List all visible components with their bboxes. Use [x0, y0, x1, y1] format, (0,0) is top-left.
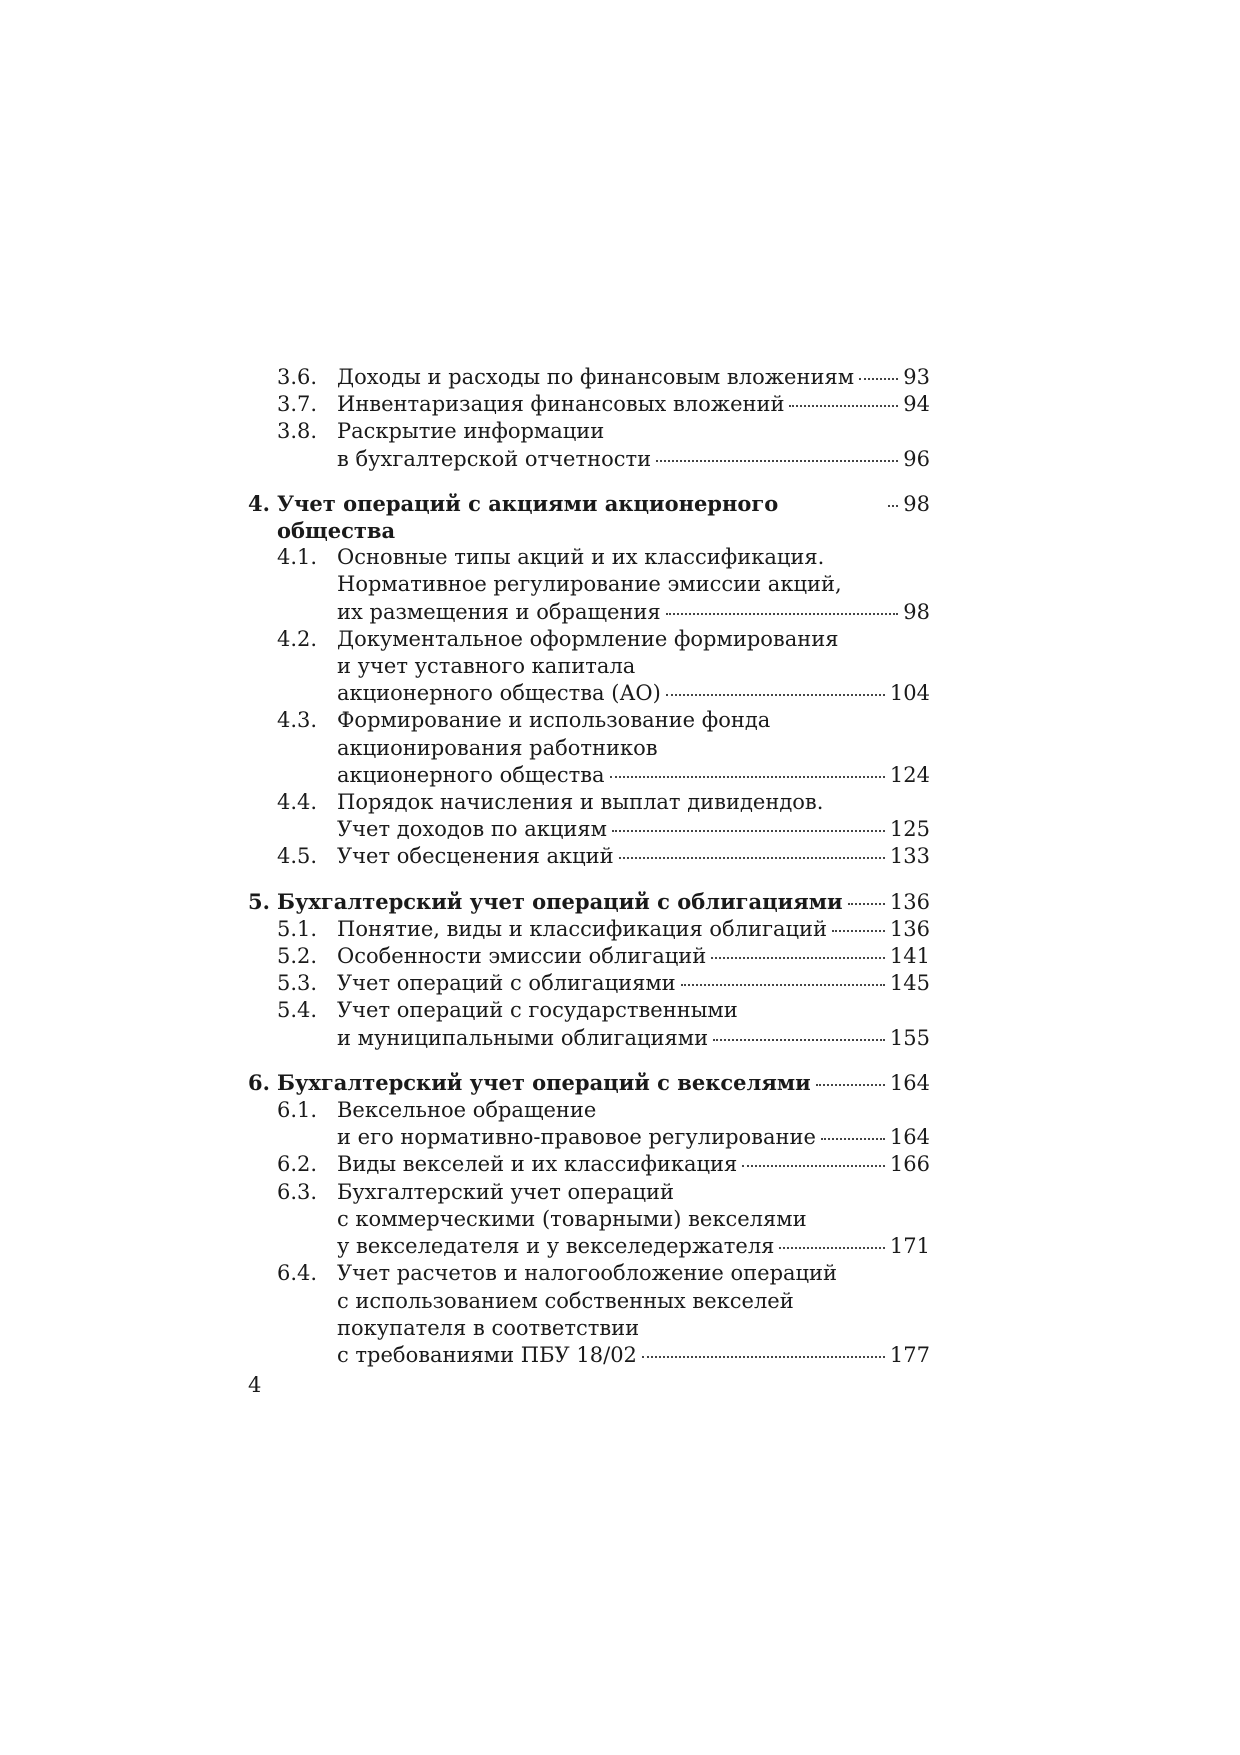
- toc-chapter: [248, 888, 930, 1052]
- section-title-line: акционирования работников: [337, 735, 658, 760]
- section-number: 3.6.: [277, 365, 318, 389]
- dot-leader: [656, 460, 898, 462]
- toc-chapter: [248, 490, 930, 871]
- toc-chapter: [248, 364, 930, 473]
- section-entry-line: [337, 1233, 930, 1260]
- section-number: 5.4.: [277, 998, 318, 1023]
- toc-section[interactable]: [248, 1260, 930, 1369]
- section-number: 3.7.: [277, 392, 318, 417]
- dot-leader: [779, 1247, 884, 1249]
- section-title-line: покупателя в соответствии: [337, 1315, 640, 1340]
- section-number: 5.1.: [277, 916, 318, 941]
- section-entry-line: [337, 599, 930, 626]
- section-title-line: с использованием собственных векселей: [337, 1288, 794, 1313]
- chapter-title: Учет операций с акциями акционерного общества: [277, 490, 779, 544]
- chapter-page-number: 98: [903, 491, 930, 516]
- section-body: [337, 916, 930, 943]
- dot-leader: [666, 694, 885, 696]
- toc-chapter: [248, 1069, 930, 1369]
- chapter-heading[interactable]: [248, 490, 930, 544]
- section-title-line: Порядок начисления и выплат дивидендов.: [337, 790, 824, 815]
- dot-leader: [789, 405, 898, 407]
- section-number: 4.4.: [277, 790, 318, 815]
- section-page-number: 166: [889, 1152, 930, 1177]
- toc-section[interactable]: [248, 418, 930, 472]
- section-title-line: их размещения и обращения: [337, 599, 661, 624]
- section-body: [337, 544, 930, 626]
- toc-section[interactable]: [248, 1179, 930, 1261]
- dot-leader: [612, 830, 885, 832]
- section-title-line: Раскрытие информации: [337, 419, 605, 444]
- section-page-number: 96: [903, 446, 930, 471]
- section-page-number: 141: [889, 944, 930, 969]
- section-title-line: Нормативное регулирование эмиссии акций,: [337, 572, 842, 597]
- dot-leader: [821, 1138, 885, 1140]
- section-body: [337, 391, 930, 418]
- dot-leader: [713, 1039, 885, 1041]
- section-entry-line: [337, 446, 930, 473]
- section-page-number: 136: [889, 916, 930, 941]
- section-number: 5.3.: [277, 971, 318, 996]
- section-title-line: Виды векселей и их классификация: [337, 1152, 738, 1177]
- section-page-number: 124: [889, 762, 930, 787]
- chapter-heading[interactable]: [248, 888, 930, 916]
- toc-section[interactable]: [248, 916, 930, 943]
- page-number: 4: [248, 1373, 262, 1397]
- chapter-title: Бухгалтерский учет операций с облигациями: [277, 888, 843, 914]
- dot-leader: [711, 957, 885, 959]
- section-entry-line: [337, 1342, 930, 1369]
- section-number: 5.2.: [277, 944, 318, 969]
- toc-section[interactable]: [248, 1097, 930, 1151]
- toc-section[interactable]: [248, 391, 930, 418]
- section-number: 6.4.: [277, 1261, 318, 1286]
- dot-leader: [610, 776, 885, 778]
- section-title-line: Понятие, виды и классификация облигаций: [337, 916, 828, 941]
- section-title-line: Учет обесценения акций: [337, 844, 614, 869]
- section-title-line: Вексельное обращение: [337, 1098, 597, 1123]
- dot-leader: [666, 613, 899, 615]
- section-body: [337, 1097, 930, 1151]
- section-entry-line: [337, 1124, 930, 1151]
- section-number: 4.2.: [277, 626, 318, 651]
- dot-leader: [816, 1084, 885, 1086]
- section-page-number: 145: [889, 971, 930, 996]
- chapter-page-number: 136: [889, 889, 930, 914]
- dot-leader: [832, 930, 885, 932]
- section-number: 6.3.: [277, 1179, 318, 1204]
- section-title-line: в бухгалтерской отчетности: [337, 446, 652, 471]
- section-title-line: Основные типы акций и их классификация.: [337, 545, 825, 570]
- section-number: 4.3.: [277, 708, 318, 733]
- section-number: 3.8.: [277, 419, 318, 444]
- section-number: 4.1.: [277, 545, 318, 570]
- toc-section[interactable]: [248, 544, 930, 626]
- section-entry-line: [337, 843, 930, 870]
- section-entry-line: [337, 762, 930, 789]
- section-page-number: 93: [903, 365, 930, 389]
- toc-section[interactable]: [248, 1151, 930, 1178]
- toc-section[interactable]: [248, 843, 930, 870]
- section-page-number: 171: [889, 1234, 930, 1259]
- section-title-line: Учет операций с облигациями: [337, 971, 676, 996]
- section-entry-line: [337, 1151, 930, 1178]
- section-page-number: 164: [889, 1125, 930, 1150]
- section-entry-line: [337, 943, 930, 970]
- section-body: [337, 789, 930, 843]
- section-entry-line: [337, 364, 930, 391]
- toc-section[interactable]: [248, 364, 930, 391]
- dot-leader: [859, 378, 898, 380]
- section-number: 4.5.: [277, 844, 318, 869]
- section-title-line: Бухгалтерский учет операций: [337, 1179, 675, 1204]
- dot-leader: [619, 857, 885, 859]
- chapter-number: 4.: [248, 490, 270, 516]
- section-title-line: Инвентаризация финансовых вложений: [337, 392, 785, 417]
- toc-section[interactable]: [248, 707, 930, 789]
- toc-section[interactable]: [248, 970, 930, 997]
- toc-section[interactable]: [248, 789, 930, 843]
- section-entry-line: [337, 970, 930, 997]
- section-title-line: Доходы и расходы по финансовым вложениям: [337, 365, 855, 389]
- section-title-line: Формирование и использование фонда: [337, 708, 771, 733]
- chapter-number: 6.: [248, 1069, 270, 1095]
- section-body: [337, 997, 930, 1051]
- section-entry-line: [337, 816, 930, 843]
- section-page-number: 94: [903, 392, 930, 417]
- section-body: [337, 418, 930, 472]
- table-of-contents: [248, 364, 930, 1369]
- section-title-line: у векселедателя и у векселедержателя: [337, 1234, 775, 1259]
- section-title-line: акционерного общества: [337, 762, 605, 787]
- toc-section[interactable]: [248, 997, 930, 1051]
- section-page-number: 133: [889, 844, 930, 869]
- section-title-line: Документальное оформление формирования: [337, 626, 839, 651]
- section-body: [337, 1260, 930, 1369]
- section-page-number: 125: [889, 817, 930, 842]
- section-page-number: 104: [889, 681, 930, 706]
- dot-leader: [848, 903, 885, 905]
- toc-section[interactable]: [248, 943, 930, 970]
- dot-leader: [888, 505, 898, 507]
- section-page-number: 155: [889, 1025, 930, 1050]
- section-page-number: 177: [889, 1342, 930, 1367]
- section-title-line: и муниципальными облигациями: [337, 1025, 709, 1050]
- section-body: [337, 843, 930, 870]
- dot-leader: [681, 984, 885, 986]
- section-title-line: и его нормативно-правовое регулирование: [337, 1125, 816, 1150]
- section-entry-line: [337, 680, 930, 707]
- section-title-line: Учет доходов по акциям: [337, 817, 607, 842]
- section-number: 6.1.: [277, 1098, 318, 1123]
- section-body: [337, 364, 930, 391]
- section-title-line: Особенности эмиссии облигаций: [337, 944, 707, 969]
- dot-leader: [742, 1165, 885, 1167]
- chapter-page-number: 164: [889, 1070, 930, 1095]
- section-number: 6.2.: [277, 1152, 318, 1177]
- section-body: [337, 1151, 930, 1178]
- section-title-line: с коммерческими (товарными) векселями: [337, 1206, 807, 1231]
- section-body: [337, 970, 930, 997]
- section-entry-line: [337, 1025, 930, 1052]
- section-body: [337, 626, 930, 708]
- section-title-line: и учет уставного капитала: [337, 654, 636, 679]
- section-entry-line: [337, 391, 930, 418]
- section-page-number: 98: [903, 599, 930, 624]
- toc-section[interactable]: [248, 626, 930, 708]
- section-title-line: акционерного общества (АО): [337, 681, 661, 706]
- section-title-line: с требованиями ПБУ 18/02: [337, 1342, 637, 1367]
- section-title-line: Учет операций с государственными: [337, 998, 738, 1023]
- section-title-line: Учет расчетов и налогообложение операций: [337, 1261, 838, 1286]
- dot-leader: [642, 1356, 885, 1358]
- section-body: [337, 707, 930, 789]
- chapter-number: 5.: [248, 888, 270, 914]
- section-body: [337, 943, 930, 970]
- section-entry-line: [337, 916, 930, 943]
- section-body: [337, 1179, 930, 1261]
- chapter-heading[interactable]: [248, 1069, 930, 1097]
- chapter-title: Бухгалтерский учет операций с векселями: [277, 1069, 811, 1095]
